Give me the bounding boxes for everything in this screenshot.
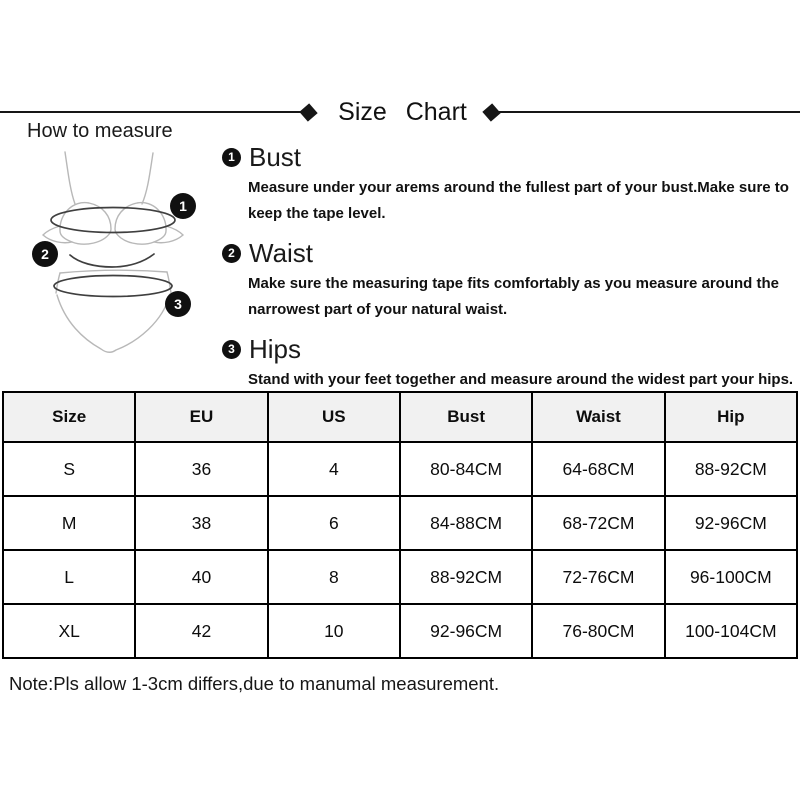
size-table-header-row xyxy=(3,392,797,442)
cell: 68-72CM xyxy=(532,496,664,550)
cell: 6 xyxy=(268,496,400,550)
size-table xyxy=(2,391,798,659)
diagram-badge-3-label: 3 xyxy=(174,296,182,312)
cell: 76-80CM xyxy=(532,604,664,658)
waist-number-badge: 2 xyxy=(222,244,241,263)
diagram-badge-1 xyxy=(170,193,196,219)
measure-instructions xyxy=(222,141,796,403)
section-waist xyxy=(222,237,796,323)
bust-number-badge: 1 xyxy=(222,148,241,167)
waist-section-text: Make sure the measuring tape fits comfortably as you measure around the narrowest part of your natural waist. xyxy=(248,275,779,318)
cell: 92-96CM xyxy=(665,496,797,550)
cell: 10 xyxy=(268,604,400,658)
diagram-badge-2-label: 2 xyxy=(41,246,49,262)
section-hips xyxy=(222,333,796,393)
rule-line-left xyxy=(0,111,302,113)
col-header-us: US xyxy=(268,392,400,442)
cell: 64-68CM xyxy=(532,442,664,496)
bust-tape-line xyxy=(51,208,175,233)
diagram-badge-1-label: 1 xyxy=(179,198,187,214)
col-header-size: Size xyxy=(3,392,135,442)
cell: 80-84CM xyxy=(400,442,532,496)
col-header-bust: Bust xyxy=(400,392,532,442)
col-header-eu: EU xyxy=(135,392,267,442)
col-header-hip: Hip xyxy=(665,392,797,442)
cell: 100-104CM xyxy=(665,604,797,658)
hips-section-text: Stand with your feet together and measure around the widest part your hips. xyxy=(248,371,794,388)
cell: M xyxy=(3,496,135,550)
diamond-icon-right xyxy=(482,103,500,121)
measurement-diagram xyxy=(15,146,215,378)
table-row-l xyxy=(3,550,797,604)
cell: 72-76CM xyxy=(532,550,664,604)
cell: 42 xyxy=(135,604,267,658)
waist-tape-line xyxy=(70,254,154,267)
cell: XL xyxy=(3,604,135,658)
hip-tape-line xyxy=(54,276,172,297)
bust-section-text: Measure under your arems around the fullest part of your bust.Make sure to keep the tape level. xyxy=(248,179,789,222)
cell: 96-100CM xyxy=(665,550,797,604)
cell: 36 xyxy=(135,442,267,496)
diagram-badge-3 xyxy=(165,291,191,317)
bikini-bottom-outline xyxy=(56,270,171,352)
rule-line-right xyxy=(498,111,800,113)
cell: 84-88CM xyxy=(400,496,532,550)
cell: 92-96CM xyxy=(400,604,532,658)
table-row-xl xyxy=(3,604,797,658)
cell: 38 xyxy=(135,496,267,550)
cell: 8 xyxy=(268,550,400,604)
hips-section-title: Hips xyxy=(249,333,302,364)
table-row-s xyxy=(3,442,797,496)
page-title: Size Chart xyxy=(338,98,467,126)
section-bust xyxy=(222,141,796,227)
cell: 88-92CM xyxy=(665,442,797,496)
bust-section-title: Bust xyxy=(249,141,302,172)
bikini-top-outline xyxy=(43,152,183,244)
how-to-measure-heading: How to measure xyxy=(27,120,173,142)
bikini-figure-illustration xyxy=(15,146,215,378)
measurement-note: Note:Pls allow 1-3cm differs,due to manumal measurement. xyxy=(9,673,500,694)
cell: L xyxy=(3,550,135,604)
hips-number-badge: 3 xyxy=(222,340,241,359)
cell: 40 xyxy=(135,550,267,604)
table-row-m xyxy=(3,496,797,550)
waist-section-title: Waist xyxy=(249,237,314,268)
cell: S xyxy=(3,442,135,496)
diagram-badge-2 xyxy=(32,241,58,267)
cell: 88-92CM xyxy=(400,550,532,604)
cell: 4 xyxy=(268,442,400,496)
col-header-waist: Waist xyxy=(532,392,664,442)
